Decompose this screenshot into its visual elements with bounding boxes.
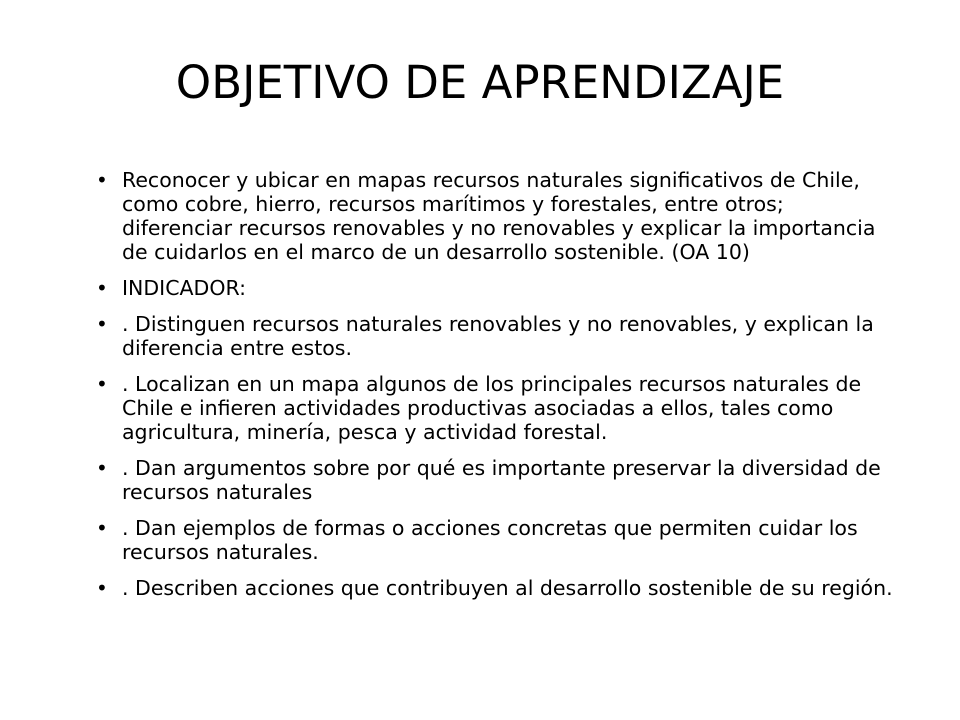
bullet-dot-icon: • [96,372,108,396]
bullet-list [96,168,896,612]
bullet-text: Reconocer y ubicar en mapas recursos naturales significativos de Chile, como cobre, hierro, recursos marítimos y forestales, entre otros; diferenciar recursos renovables y no renovables y explicar la importancia de cuidarlos en el marco de un desarrollo sostenible. (OA 10) [122,168,876,264]
bullet-item-indicator-5 [96,576,896,600]
bullet-item-indicator-1 [96,312,896,360]
bullet-dot-icon: • [96,276,108,300]
bullet-dot-icon: • [96,576,108,600]
bullet-item-indicator-heading [96,276,896,300]
bullet-dot-icon: • [96,168,108,192]
bullet-item-indicator-3 [96,456,896,504]
bullet-dot-icon: • [96,312,108,336]
bullet-text: . Localizan en un mapa algunos de los principales recursos naturales de Chile e infieren actividades productivas asociadas a ellos, tales como agricultura, minería, pesca y actividad forestal. [122,372,862,444]
bullet-dot-icon: • [96,516,108,540]
bullet-item-objective [96,168,896,264]
bullet-text: . Dan ejemplos de formas o acciones concretas que permiten cuidar los recursos naturales. [122,516,858,564]
bullet-text: INDICADOR: [122,276,246,300]
bullet-dot-icon: • [96,456,108,480]
slide-title: OBJETIVO DE APRENDIZAJE [175,56,785,109]
bullet-item-indicator-2 [96,372,896,444]
bullet-text: . Distinguen recursos naturales renovables y no renovables, y explican la diferencia entre estos. [122,312,874,360]
bullet-text: . Describen acciones que contribuyen al desarrollo sostenible de su región. [122,576,893,600]
bullet-text: . Dan argumentos sobre por qué es importante preservar la diversidad de recursos naturales [122,456,881,504]
bullet-item-indicator-4 [96,516,896,564]
